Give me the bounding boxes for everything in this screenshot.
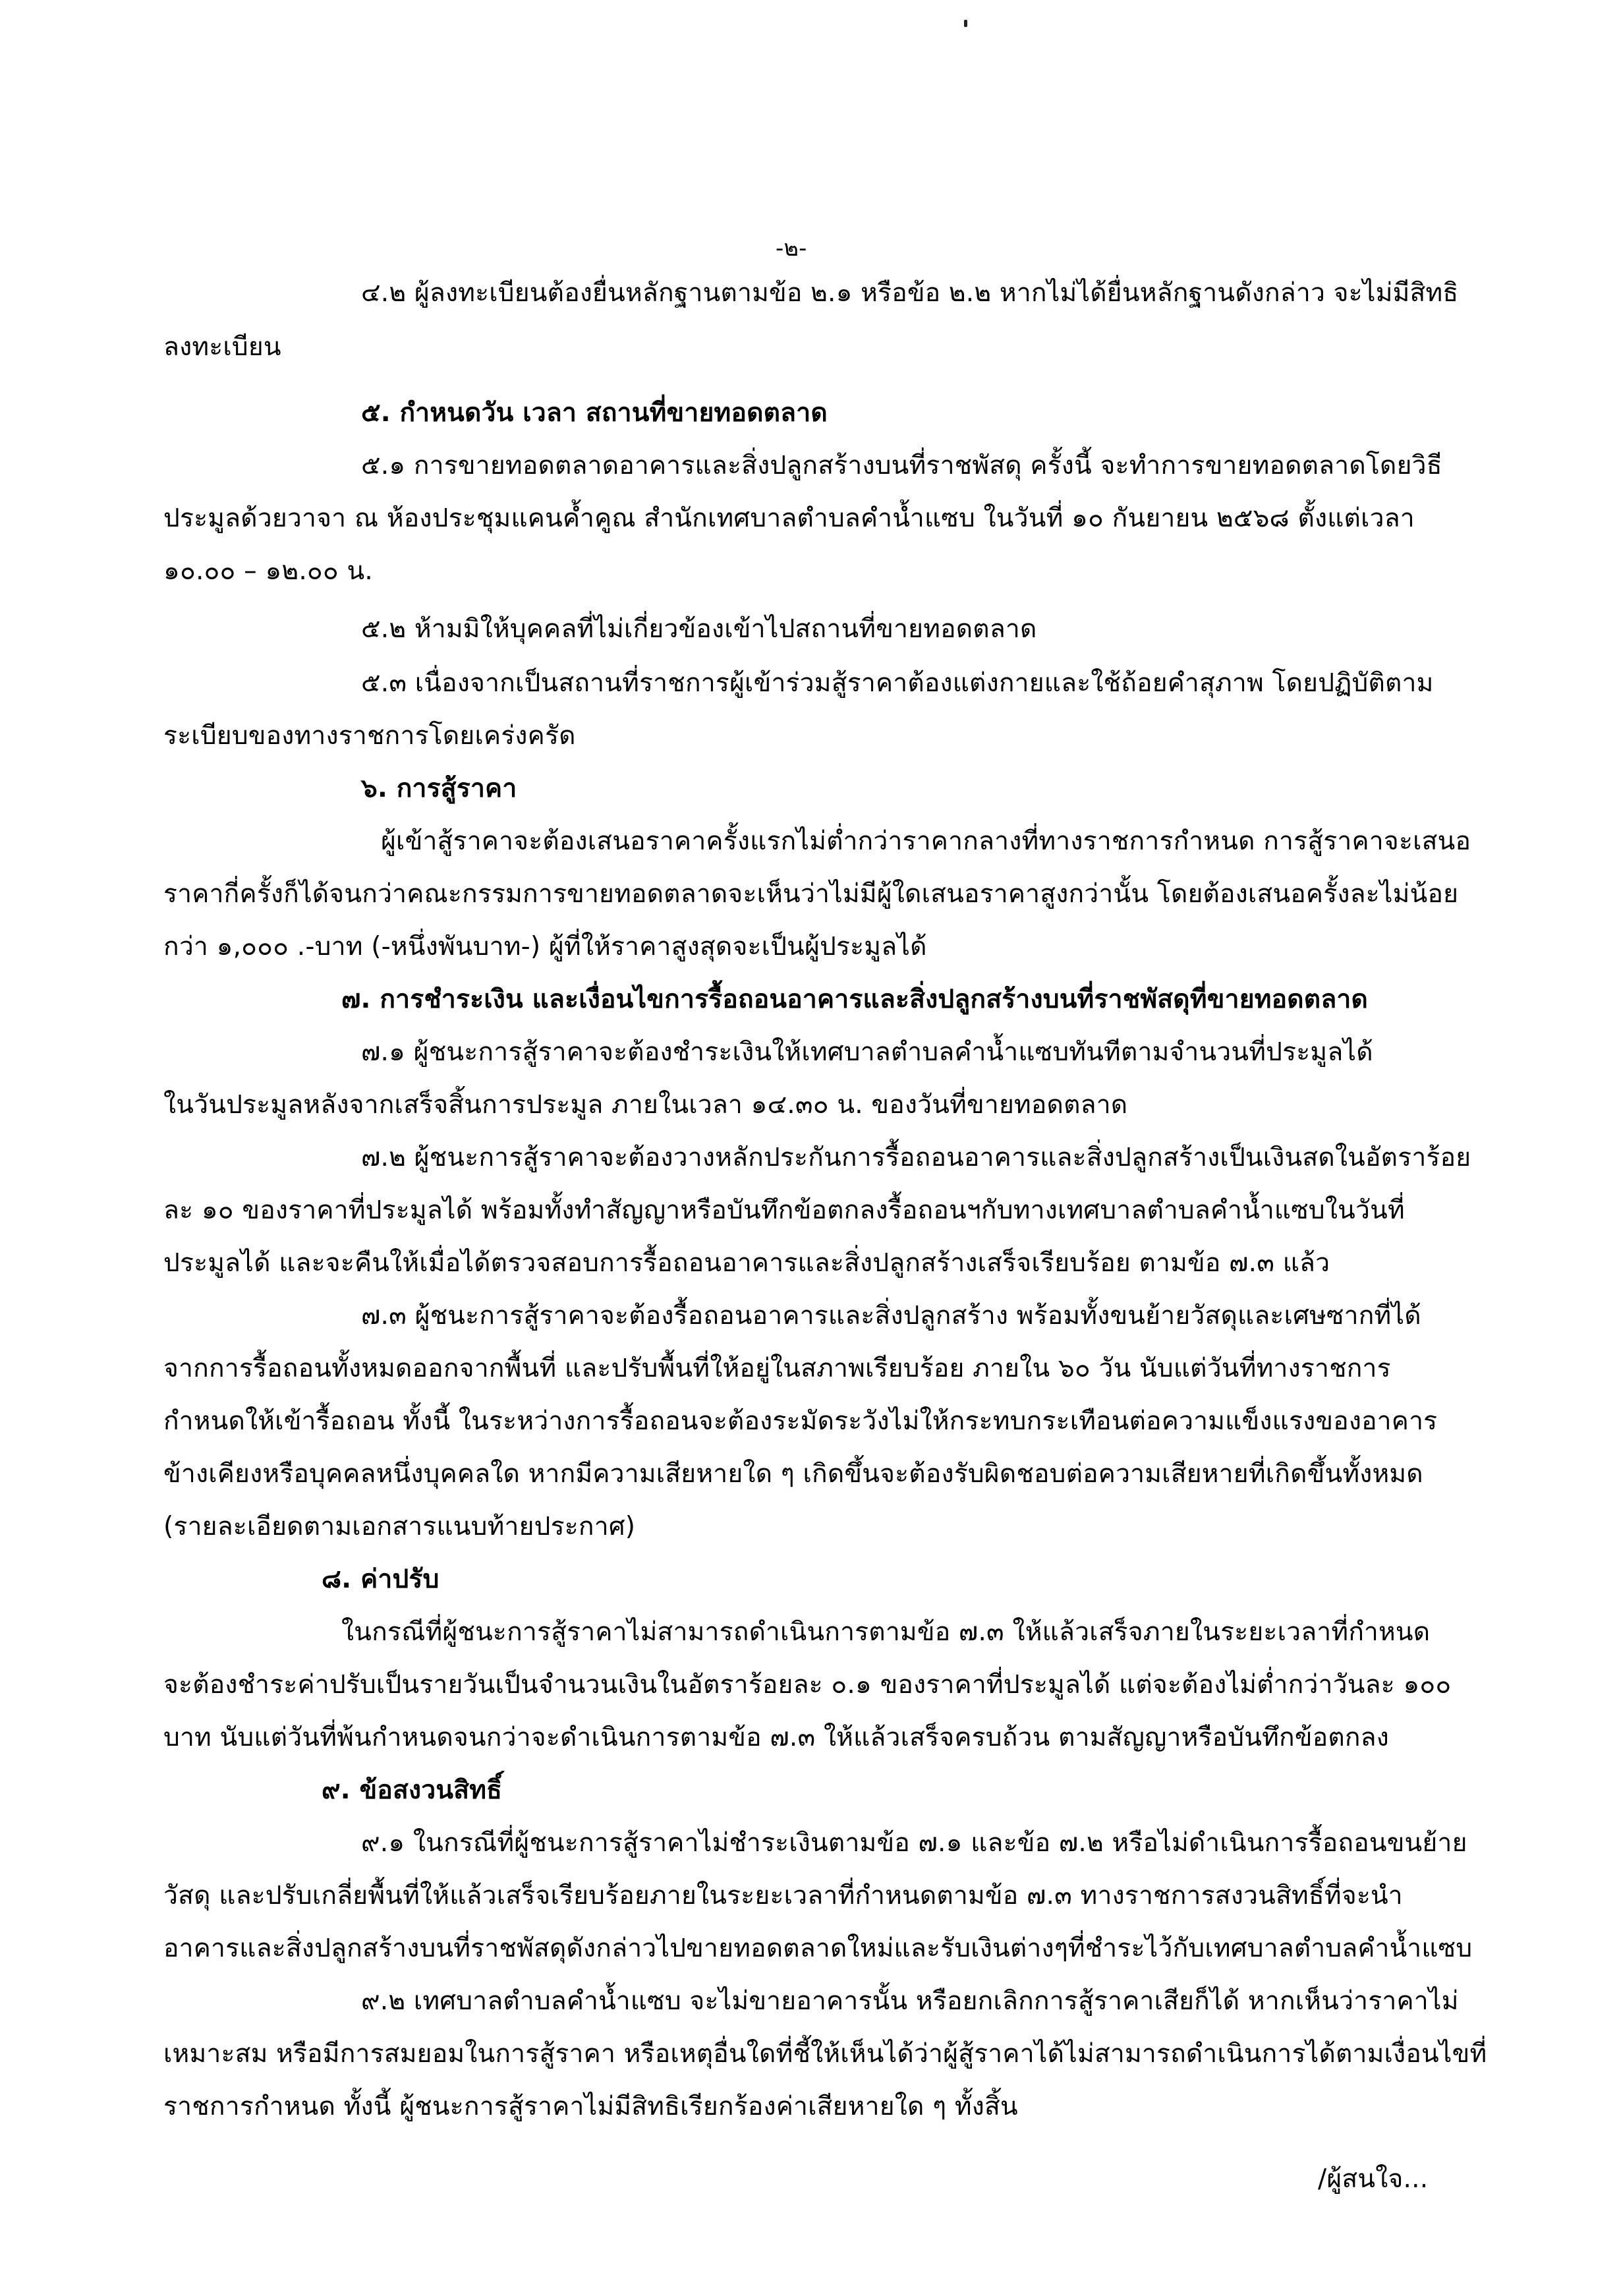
- paragraph-line: ราชการกำหนด ทั้งนี้ ผู้ชนะการสู้ราคาไม่มีสิทธิเรียกร้องค่าเสียหายใด ๆ ทั้งสิ้น: [163, 2092, 1018, 2121]
- section-heading: ๖. การสู้ราคา: [361, 774, 517, 803]
- scan-mark: [964, 20, 967, 27]
- paragraph-line: ข้างเคียงหรือบุคคลหนึ่งบุคคลใด หากมีความเสียหายใด ๆ เกิดขึ้นจะต้องรับผิดชอบต่อความเสียหายที่เกิดขึ้นทั้งหมด: [163, 1459, 1423, 1489]
- paragraph-line: (รายละเอียดตามเอกสารแนบท้ายประกาศ): [163, 1512, 636, 1541]
- page-number: -๒-: [776, 235, 807, 262]
- paragraph-line: ๗.๑ ผู้ชนะการสู้ราคาจะต้องชำระเงินให้เทศบาลตำบลคำน้ำแซบทันทีตามจำนวนที่ประมูลได้: [361, 1037, 1373, 1067]
- paragraph-line: ๑๐.๐๐ – ๑๒.๐๐ น.: [163, 556, 373, 586]
- paragraph-line: ๙.๒ เทศบาลตำบลคำน้ำแซบ จะไม่ขายอาคารนั้น หรือยกเลิกการสู้ราคาเสียก็ได้ หากเห็นว่าราคาไม่: [361, 1986, 1459, 2016]
- paragraph-line: กำหนดให้เข้ารื้อถอน ทั้งนี้ ในระหว่างการรื้อถอนจะต้องระมัดระวังไม่ให้กระทบกระเทือนต่อความแข็งแรงของอาคาร: [163, 1406, 1438, 1436]
- paragraph-line: อาคารและสิ่งปลูกสร้างบนที่ราชพัสดุดังกล่าวไปขายทอดตลาดใหม่และรับเงินต่างๆที่ชำระไว้กับเทศบาลตำบลคำน้ำแซบ: [163, 1934, 1473, 1963]
- paragraph-line: ราคากี่ครั้งก็ได้จนกว่าคณะกรรมการขายทอดตลาดจะเห็นว่าไม่มีผู้ใดเสนอราคาสูงกว่านั้น โดยต้องเสนอครั้งละไม่น้อย: [163, 879, 1459, 909]
- paragraph-line: ลงทะเบียน: [163, 332, 281, 362]
- paragraph-line: ละ ๑๐ ของราคาที่ประมูลได้ พร้อมทั้งทำสัญญาหรือบันทึกข้อตกลงรื้อถอนฯกับทางเทศบาลตำบลคำน้ำแซบในวันที่: [163, 1195, 1405, 1225]
- paragraph-line: ประมูลได้ และจะคืนให้เมื่อได้ตรวจสอบการรื้อถอนอาคารและสิ่งปลูกสร้างเสร็จเรียบร้อย ตามข้อ ๗.๓ แล้ว: [163, 1248, 1330, 1278]
- paragraph-line: ๗.๓ ผู้ชนะการสู้ราคาจะต้องรื้อถอนอาคารและสิ่งปลูกสร้าง พร้อมทั้งขนย้ายวัสดุและเศษซากที่ได้: [361, 1301, 1421, 1331]
- paragraph-line: จะต้องชำระค่าปรับเป็นรายวันเป็นจำนวนเงินในอัตราร้อยละ ๐.๑ ของราคาที่ประมูลได้ แต่จะต้องไม่ต่ำกว่าวันละ ๑๐๐: [163, 1670, 1452, 1700]
- paragraph-line: เหมาะสม หรือมีการสมยอมในการสู้ราคา หรือเหตุอื่นใดที่ชี้ให้เห็นได้ว่าผู้สู้ราคาได้ไม่สามารถดำเนินการได้ตามเงื่อนไขที่: [163, 2039, 1487, 2069]
- paragraph-line: ๙.๑ ในกรณีที่ผู้ชนะการสู้ราคาไม่ชำระเงินตามข้อ ๗.๑ และข้อ ๗.๒ หรือไม่ดำเนินการรื้อถอนขนย้าย: [361, 1828, 1467, 1858]
- continuation-note: /ผู้สนใจ...: [1318, 2164, 1429, 2194]
- paragraph-line: บาท นับแต่วันที่พ้นกำหนดจนกว่าจะดำเนินการตามข้อ ๗.๓ ให้แล้วเสร็จครบถ้วน ตามสัญญาหรือบันทึกข้อตกลง: [163, 1723, 1389, 1752]
- paragraph-line: ในวันประมูลหลังจากเสร็จสิ้นการประมูล ภายในเวลา ๑๔.๓๐ น. ของวันที่ขายทอดตลาด: [163, 1090, 1128, 1120]
- section-heading: ๗. การชำระเงิน และเงื่อนไขการรื้อถอนอาคารและสิ่งปลูกสร้างบนที่ราชพัสดุที่ขายทอดตลาด: [341, 985, 1369, 1014]
- paragraph-line: วัสดุ และปรับเกลี่ยพื้นที่ให้แล้วเสร็จเรียบร้อยภายในระยะเวลาที่กำหนดตามข้อ ๗.๓ ทางราชการสงวนสิทธิ์ที่จะนำ: [163, 1881, 1403, 1910]
- paragraph-line: จากการรื้อถอนทั้งหมดออกจากพื้นที่ และปรับพื้นที่ให้อยู่ในสภาพเรียบร้อย ภายใน ๖๐ วัน นับแต่วันที่ทางราชการ: [163, 1354, 1391, 1383]
- section-heading: ๘. ค่าปรับ: [322, 1564, 440, 1594]
- paragraph-line: ๔.๒ ผู้ลงทะเบียนต้องยื่นหลักฐานตามข้อ ๒.๑ หรือข้อ ๒.๒ หากไม่ได้ยื่นหลักฐานดังกล่าว จะไม่มีสิทธิ: [361, 278, 1459, 308]
- paragraph-line: กว่า ๑,๐๐๐ .-บาท (-หนึ่งพันบาท-) ผู้ที่ให้ราคาสูงสุดจะเป็นผู้ประมูลได้: [163, 932, 927, 961]
- paragraph-line: ๕.๑ การขายทอดตลาดอาคารและสิ่งปลูกสร้างบนที่ราชพัสดุ ครั้งนี้ จะทำการขายทอดตลาดโดยวิธี: [361, 451, 1442, 480]
- paragraph-line: ระเบียบของทางราชการโดยเคร่งครัด: [163, 721, 576, 751]
- paragraph-line: ๕.๒ ห้ามมิให้บุคคลที่ไม่เกี่ยวข้องเข้าไปสถานที่ขายทอดตลาด: [361, 614, 1037, 644]
- paragraph-line: ๗.๒ ผู้ชนะการสู้ราคาจะต้องวางหลักประกันการรื้อถอนอาคารและสิ่งปลูกสร้างเป็นเงินสดในอัตราร้อย: [361, 1143, 1471, 1172]
- paragraph-line: ในกรณีที่ผู้ชนะการสู้ราคาไม่สามารถดำเนินการตามข้อ ๗.๓ ให้แล้วเสร็จภายในระยะเวลาที่กำหนด: [341, 1617, 1431, 1647]
- paragraph-line: ประมูลด้วยวาจา ณ ห้องประชุมแคนค้ำคูณ สำนักเทศบาลตำบลคำน้ำแซบ ในวันที่ ๑๐ กันยายน ๒๕๖๘ ตั้งแต่เวลา: [163, 503, 1415, 533]
- section-heading: ๕. กำหนดวัน เวลา สถานที่ขายทอดตลาด: [361, 398, 828, 428]
- paragraph-line: ผู้เข้าสู้ราคาจะต้องเสนอราคาครั้งแรกไม่ต่ำกว่าราคากลางที่ทางราชการกำหนด การสู้ราคาจะเสนอ: [381, 826, 1471, 856]
- section-heading: ๙. ข้อสงวนสิทธิ์: [322, 1775, 503, 1805]
- paragraph-line: ๕.๓ เนื่องจากเป็นสถานที่ราชการผู้เข้าร่วมสู้ราคาต้องแต่งกายและใช้ถ้อยคำสุภาพ โดยปฏิบัติตาม: [361, 668, 1434, 698]
